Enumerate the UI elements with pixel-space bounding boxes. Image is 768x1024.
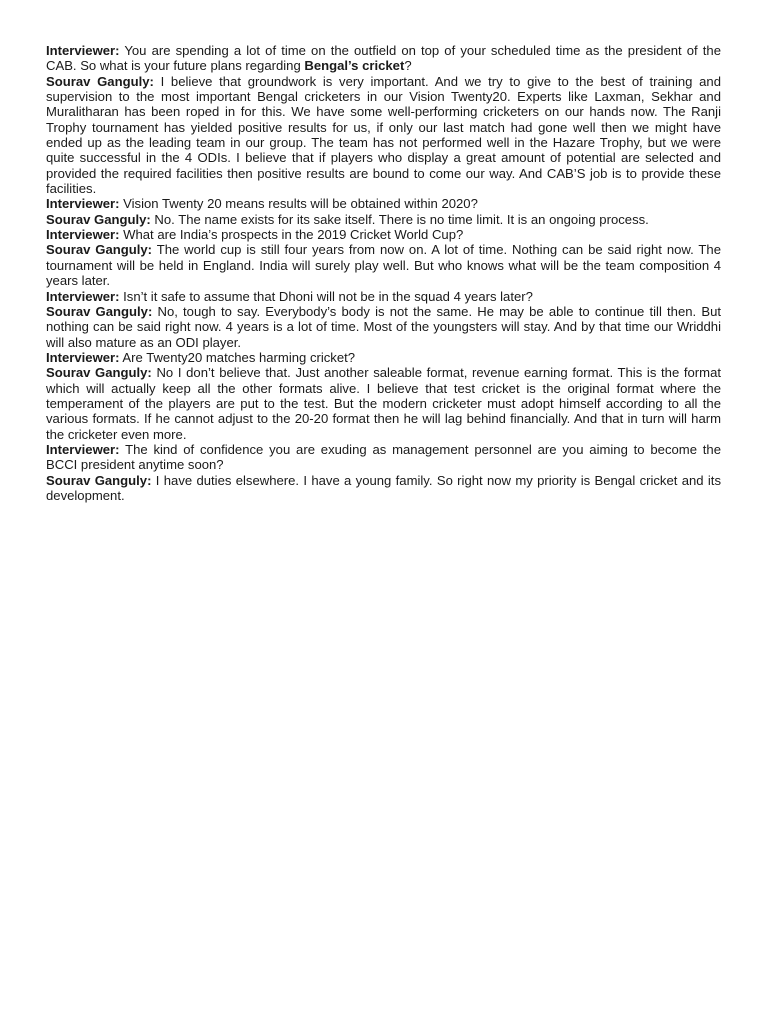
answer-text: I believe that groundwork is very important. And we try to give to the best of training and supervision to the most important Bengal cricketers in our Vision Twenty20. Experts like Laxman, Sekhar and Muralitharan has been roped in for this. We have some well-performing cricketers on our hands now. The Ranji Trophy tournament has yielded positive results for us, if only our last match had gone well then we might have ended up as the leading team in our group. The team has not performed well in the Hazare Trophy, but we were quite successful in the 4 ODIs. I believe that if players who display a great amount of potential are selected and provided the required facilities then positive results are bound to come our way. And CAB’S job is to provide these facilities. (46, 73, 721, 197)
question-text: The kind of confidence you are exuding as management personnel are you aiming to become the BCCI president anytime soon? (46, 441, 721, 473)
question-5 (46, 350, 721, 365)
answer-text: No. The name exists for its sake itself. There is no time limit. It is an ongoing process. (150, 211, 649, 227)
speaker-label: Sourav Ganguly: (46, 472, 152, 488)
answer-4 (46, 304, 721, 350)
document-page (46, 43, 721, 503)
answer-2 (46, 212, 721, 227)
answer-text: No, tough to say. Everybody’s body is not the same. He may be able to continue till then. But nothing can be said right now. 4 years is a lot of time. Most of the youngsters will stay. And by that time our Wriddhi will also mature as an ODI player. (46, 303, 721, 350)
answer-text: I have duties elsewhere. I have a young family. So right now my priority is Bengal cricket and its development. (46, 472, 721, 503)
speaker-label: Sourav Ganguly: (46, 303, 153, 319)
question-text: What are India’s prospects in the 2019 Cricket World Cup? (119, 227, 464, 243)
speaker-label: Sourav Ganguly: (46, 242, 153, 258)
answer-6 (46, 473, 721, 504)
answer-3 (46, 242, 721, 288)
question-text: Vision Twenty 20 means results will be obtained within 2020? (119, 196, 478, 212)
question-text-end: ? (404, 58, 412, 74)
emphasized-text: Bengal’s cricket (304, 58, 405, 74)
speaker-label: Interviewer: (46, 349, 120, 365)
question-3 (46, 227, 721, 242)
speaker-label: Interviewer: (46, 227, 120, 243)
question-6 (46, 442, 721, 473)
speaker-label: Interviewer: (46, 196, 120, 212)
question-4 (46, 289, 721, 304)
question-text: Are Twenty20 matches harming cricket? (119, 349, 356, 365)
answer-1 (46, 74, 721, 197)
question-1 (46, 43, 721, 74)
speaker-label: Sourav Ganguly: (46, 365, 152, 381)
speaker-label: Interviewer: (46, 441, 120, 457)
question-text: You are spending a lot of time on the outfield on top of your scheduled time as the president of the CAB. So what is your future plans regarding (46, 43, 721, 74)
answer-text: The world cup is still four years from now on. A lot of time. Nothing can be said right now. The tournament will be held in England. India will surely play well. But who knows what will be the team composition 4 years later. (46, 242, 721, 289)
question-2 (46, 196, 721, 211)
speaker-label: Sourav Ganguly: (46, 211, 151, 227)
question-text: Isn’t it safe to assume that Dhoni will not be in the squad 4 years later? (119, 288, 533, 304)
answer-5 (46, 365, 721, 442)
speaker-label: Interviewer: (46, 288, 120, 304)
speaker-label: Sourav Ganguly: (46, 73, 154, 89)
speaker-label: Interviewer: (46, 43, 120, 58)
answer-text: No I don’t believe that. Just another saleable format, revenue earning format. This is the format which will actually keep all the other formats alive. I believe that test cricket is the original format where the temperament of the players are put to the test. But the modern cricketer must adopt himself according to all the various formats. If he cannot adjust to the 20-20 format then he will lag behind financially. And that in turn will harm the cricketer even more. (46, 365, 721, 442)
